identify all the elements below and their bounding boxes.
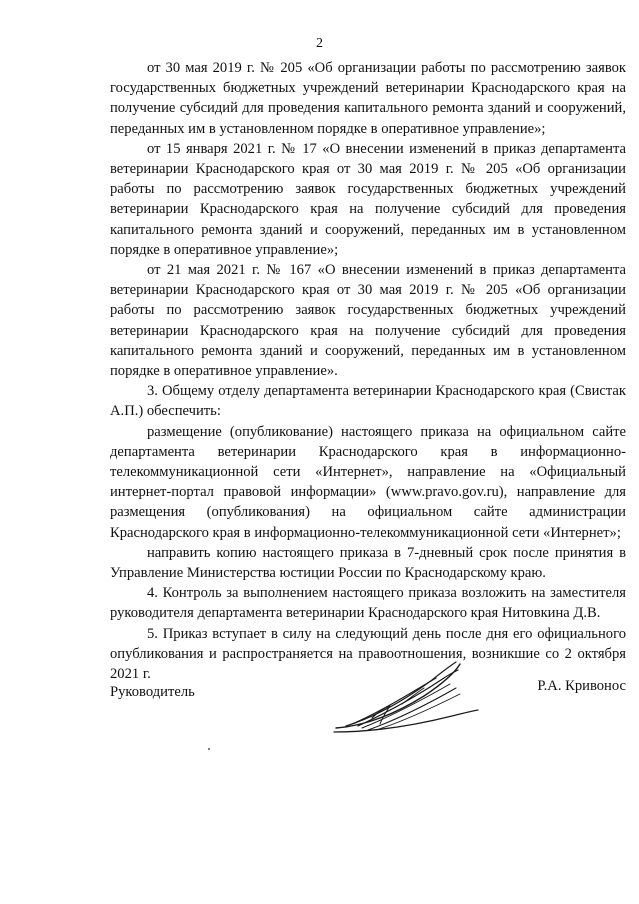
paragraph-order-17: от 15 января 2021 г. № 17 «О внесении изменений в приказ департамента ветеринарии Краснодарского края от 30 мая 2019 г. № 205 «Об организации работы по рассмотрению заявок государственных бюджетных учреждений ветеринарии Краснодарского края на получение субсидий для проведения капитального ремонта зданий и сооружений, переданных им в установленном порядке в оперативное управление»; — [110, 140, 626, 258]
handwritten-signature-icon — [332, 656, 482, 736]
paragraph-item-3: 3. Общему отделу департамента ветеринарии Краснодарского края (Свистак А.П.) обеспечить: — [110, 383, 626, 420]
paragraph-order-205: от 30 мая 2019 г. № 205 «Об организации работы по рассмотрению заявок государственных бюджетных учреждений ветеринарии Краснодарского края на получение субсидий для проведения капитального ремонта зданий и сооружений, переданных им в установленном порядке в оперативное управление»; — [110, 60, 626, 137]
signatory-title: Руководитель — [110, 684, 195, 700]
page-number: 2 — [316, 36, 323, 51]
signature-block — [110, 656, 626, 746]
paragraph-item-3-copy: направить копию настоящего приказа в 7-дневный срок после принятия в Управление Министерства юстиции России по Краснодарскому краю. — [110, 544, 626, 582]
scan-speck — [208, 748, 210, 750]
signatory-name: Р.А. Кривонос — [537, 678, 626, 694]
paragraph-item-3-publication: размещение (опубликование) настоящего приказа на официальном сайте департамента ветеринарии Краснодарского края в информационно-телекоммуникационной сети «Интернет», направление на «Официальный интернет-портал правовой информации» (www.pravo.gov.ru), направление для размещения (опубликования) на официальном сайте администрации Краснодарского края в информационно-телекоммуникационной сети «Интернет»; — [110, 423, 626, 541]
paragraph-order-167: от 21 мая 2021 г. № 167 «О внесении изменений в приказ департамента ветеринарии Краснодарского края от 30 мая 2019 г. № 205 «Об организации работы по рассмотрению заявок государственных бюджетных учреждений ветеринарии Краснодарского края на получение субсидий для проведения капитального ремонта зданий и сооружений, переданных им в установленном порядке в оперативное управление». — [110, 262, 626, 380]
paragraph-item-5: 5. Приказ вступает в силу на следующий день после дня его официального опубликования и распространяется на правоотношения, возникшие со 2 октября 2021 г. — [110, 625, 626, 683]
paragraph-item-4: 4. Контроль за выполнением настоящего приказа возложить на заместителя руководителя департамента ветеринарии Краснодарского края Нитовкина Д.В. — [110, 585, 626, 622]
document-body — [110, 58, 626, 684]
